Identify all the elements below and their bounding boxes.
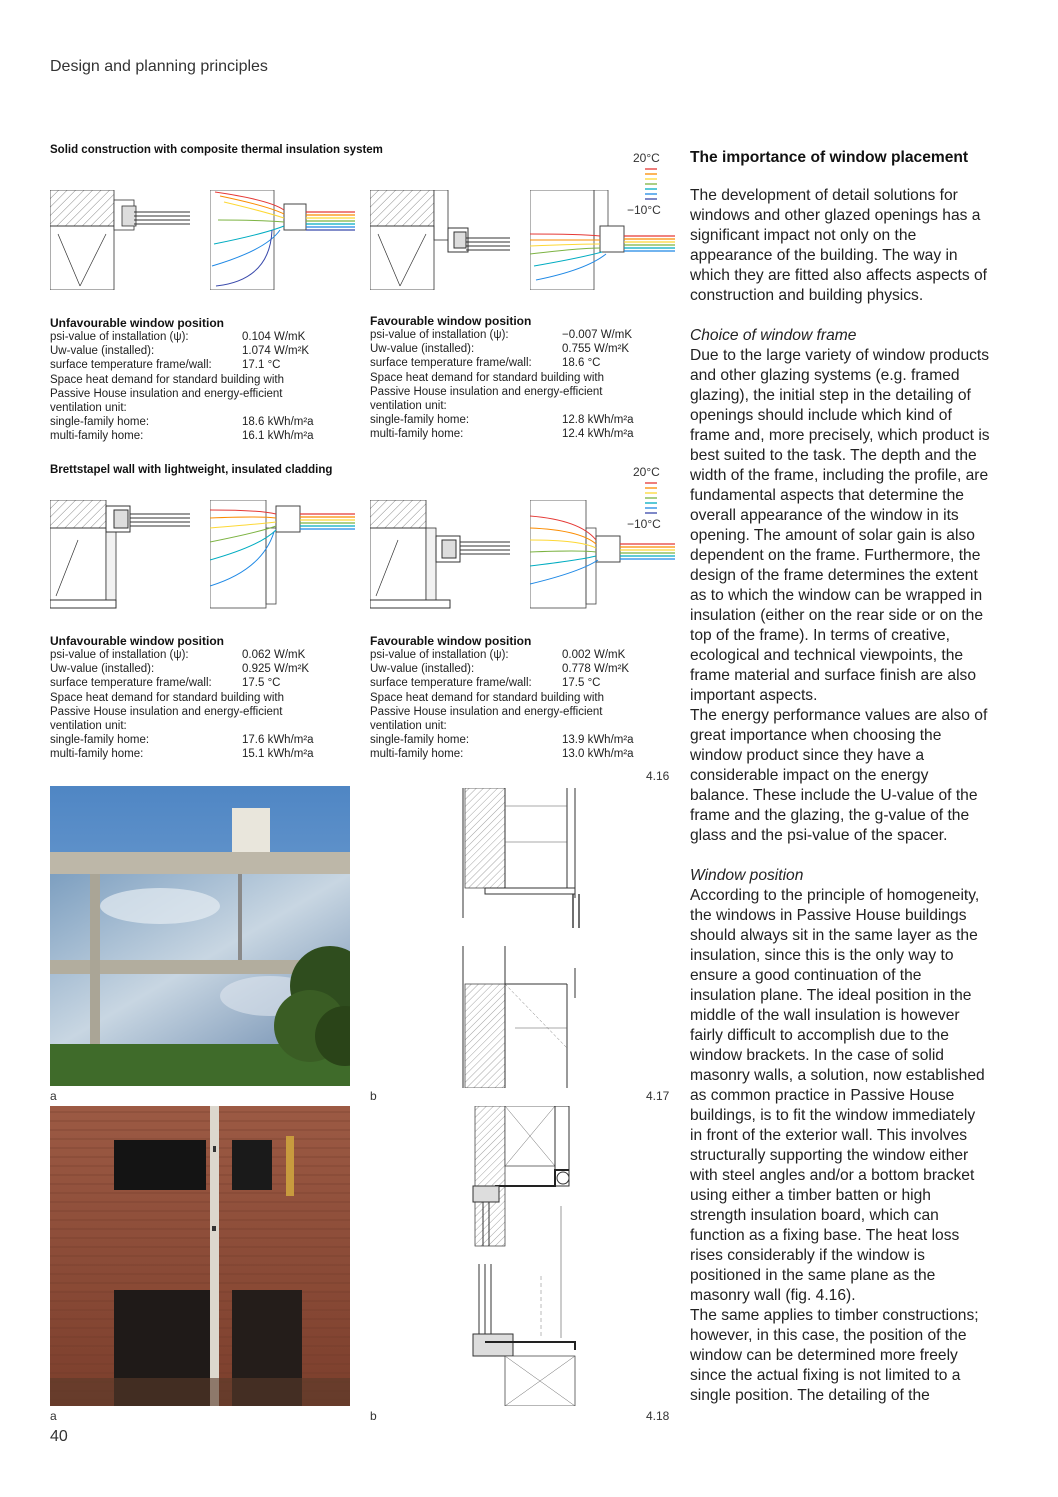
paragraph-window-position: According to the principle of homogeneity, the windows in Passive House buildings should always sit in the same layer as the insulation, since this is the only way to ensure a good continuation of the insulation plane. The ideal position in the middle of the wall insulation is however fairly difficult to accomplish due to the window brackets. In the case of solid masonry walls, a solution, now established as common practice in Passive House buildings, is to fit the window immediately in front of the exterior wall. This involves structurally supporting the window either with steel angles and/or a bottom bracket using either a timber batten or high strength insulation board, which can function as a fixing base. The heat loss rises considerably if the window is positioned in the same plane as the masonry wall (fig. 4.16). [690, 887, 985, 1304]
legend1-top-temp: 20°C [633, 151, 660, 165]
section1-title: Solid construction with composite thermal insulation system [50, 144, 383, 156]
caption-brettstapel-unfavourable: Unfavourable window position psi-value of installation (ψ): 0.062 W/mK Uw-value (installed): 0.925 W/m²K surface temperature frame/wall: 17.5 °C Space heat demand for standard building with Passive House insulation and energy-efficient ventilation unit: single-family home: 17.6 kWh/m²a multi-family home: 15.1 kWh/m²a [50, 634, 314, 761]
paragraph-timber-constructions: The same applies to timber constructions; however, in this case, the position of the window can be determined more freely since the actual fixing is not limited to a single position. The detailing of the [690, 1307, 979, 1404]
article-heading: The importance of window placement [690, 149, 969, 166]
photo-glass-facade [50, 786, 350, 1086]
figure-4-18-label-b: b [370, 1409, 377, 1423]
running-header: Design and planning principles [50, 58, 268, 75]
figure-4-18-label-a: a [50, 1409, 57, 1423]
subheading-window-frame: Choice of window frame [690, 327, 857, 344]
figure-number-4-18: 4.18 [646, 1409, 670, 1423]
figure-4-17-label-a: a [50, 1089, 57, 1103]
caption-solid-favourable: Favourable window position psi-value of installation (ψ): −0.007 W/mK Uw-value (installed): 0.755 W/m²K surface temperature frame/wall: 18.6 °C Space heat demand for standard building with Passive House insulation and energy-efficient ventilation unit: single-family home: 12.8 kWh/m²a multi-family home: 12.4 kWh/m²a [370, 314, 634, 441]
legend1-bottom-temp: −10°C [627, 203, 661, 217]
paragraph-window-frame: Due to the large variety of window products and other glazing systems (e.g. framed glazing), the initial step in the detailing of openings should include which kind of frame and, more precisely, which product is best suited to the task. The depth and the width of the frame, including the profile, are fundamental aspects that determine the overall appearance of the window in its opening. The amount of solar gain is also dependent on the frame. Furthermore, the design of the frame determines the extent as to which the window can be wrapped in insulation (either on the rear side or on the top of the frame). In terms of creative, ecological and technical viewpoints, the frame material and surface finish are also important aspects. [690, 347, 990, 704]
photo-timber-facade [50, 1106, 350, 1406]
diagram-brettstapel-unfavourable-section [50, 500, 195, 610]
diagram-brettstapel-favourable-isotherms [530, 500, 675, 610]
page-number: 40 [50, 1428, 68, 1445]
diagram-solid-unfavourable-section [50, 190, 195, 290]
section2-title: Brettstapel wall with lightweight, insulated cladding [50, 464, 333, 476]
article-column [690, 148, 990, 1406]
figure-number-4-17: 4.17 [646, 1089, 670, 1103]
diagram-brettstapel-favourable-section [370, 500, 515, 610]
caption-solid-unfavourable: Unfavourable window position psi-value of installation (ψ): 0.104 W/mK Uw-value (installed): 1.074 W/m²K surface temperature frame/wall: 17.1 °C Space heat demand for standard building with Passive House insulation and energy-efficient ventilation unit: single-family home: 18.6 kWh/m²a multi-family home: 16.1 kWh/m²a [50, 316, 314, 443]
paragraph-energy-performance: The energy performance values are also of great importance when choosing the window product since they have a considerable impact on the energy balance. These include the U-value of the frame and the glazing, the g-value of the glass and the psi-value of the spacer. [690, 707, 988, 844]
diagram-brettstapel-unfavourable-isotherms [210, 500, 355, 610]
article-intro: The development of detail solutions for windows and other glazed openings has a significant impact not only on the appearance of the building. The way in which they are fitted also affects aspects of construction and building physics. [690, 187, 988, 304]
subheading-window-position: Window position [690, 867, 804, 884]
diagram-solid-favourable-isotherms [530, 190, 675, 290]
drawing-window-detail-4-18b [465, 1106, 590, 1406]
legend2-bottom-temp: −10°C [627, 517, 661, 531]
diagram-solid-unfavourable-isotherms [210, 190, 355, 290]
drawing-window-detail-4-17b [455, 788, 590, 1088]
legend2-top-temp: 20°C [633, 465, 660, 479]
figure-4-17-label-b: b [370, 1089, 377, 1103]
diagram-solid-favourable-section [370, 190, 515, 290]
figure-number-4-16: 4.16 [646, 769, 670, 783]
caption-brettstapel-favourable: Favourable window position psi-value of installation (ψ): 0.002 W/mK Uw-value (installed): 0.778 W/m²K surface temperature frame/wall: 17.5 °C Space heat demand for standard building with Passive House insulation and energy-efficient ventilation unit: single-family home: 13.9 kWh/m²a multi-family home: 13.0 kWh/m²a [370, 634, 634, 761]
